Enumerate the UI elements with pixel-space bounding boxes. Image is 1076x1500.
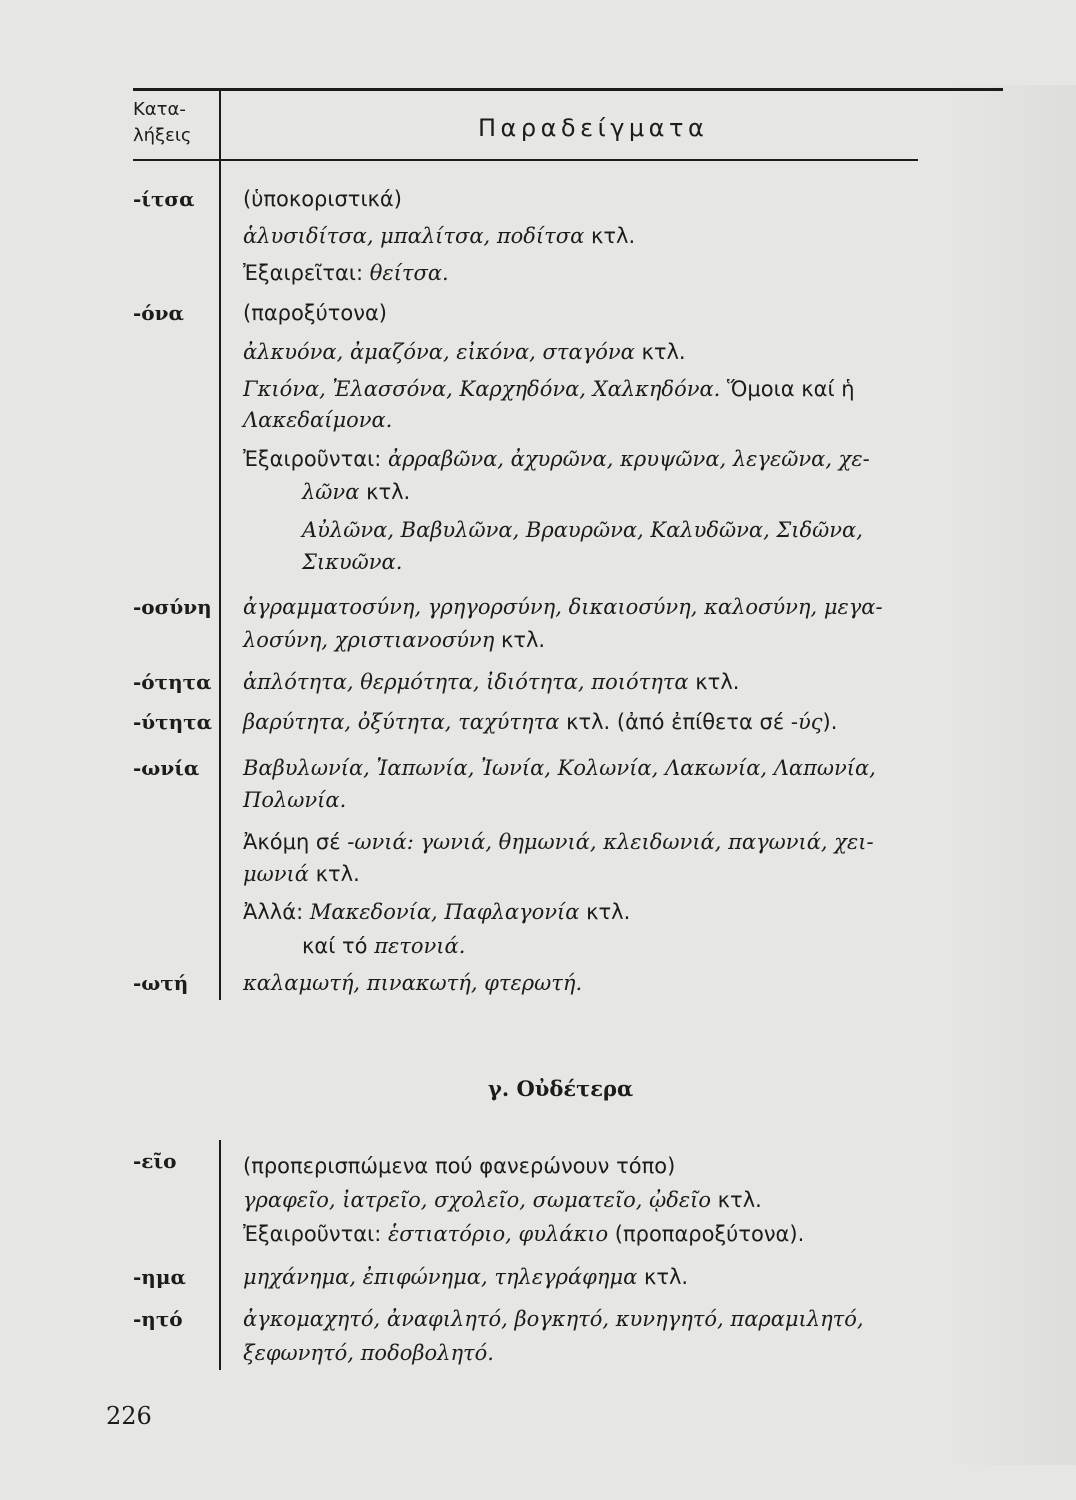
ending-ito: -ητό xyxy=(133,1307,183,1331)
osyni-examples: ἀγραμματοσύνη, γρηγορσύνη, δικαιοσύνη, καλοσύνη, μεγα- xyxy=(243,595,883,619)
osyni-examples-cont: λοσύνη, χριστιανοσύνη κτλ. xyxy=(243,628,546,652)
ona-exceptions: Ἐξαιροῦνται: ἀρραβῶνα, ἀχυρῶνα, κρυψῶνα, λεγεῶνα, χε- xyxy=(243,447,870,471)
itsa-note: (ὑποκοριστικά) xyxy=(243,187,402,211)
onia-examples: Βαβυλωνία, Ἰαπωνία, Ἰωνία, Κολωνία, Λακωνία, Λαπωνία, xyxy=(243,756,876,780)
onia-but: Ἀλλά: Μακεδονία, Παφλαγονία κτλ. xyxy=(243,900,631,924)
ona-exceptions-2: Αὐλῶνα, Βαβυλῶνα, Βραυρῶνα, Καλυδῶνα, Σιδῶνα, xyxy=(302,518,863,542)
ending-oti: -ωτή xyxy=(133,971,189,995)
onia-and: καί τό πετονιά. xyxy=(302,934,466,958)
table-header-rule xyxy=(133,159,918,161)
section-heading-neuter: γ. Οὐδέτερα xyxy=(488,1076,634,1101)
onia-also-cont: μωνιά κτλ. xyxy=(243,862,360,886)
ytita-examples: βαρύτητα, ὀξύτητα, ταχύτητα κτλ. (ἀπό ἐπίθετα σέ -ύς). xyxy=(243,710,838,734)
ending-eio: -εῖο xyxy=(133,1149,177,1173)
page-number: 226 xyxy=(106,1402,152,1430)
onia-also: Ἀκόμη σέ -ωνιά: γωνιά, θημωνιά, κλειδωνιά, παγωνιά, χει- xyxy=(243,830,874,854)
itsa-examples: ἁλυσιδίτσα, μπαλίτσα, ποδίτσα κτλ. xyxy=(243,224,636,248)
table-top-rule xyxy=(133,88,1003,91)
eio-note: (προπερισπώμενα πού φανερώνουν τόπο) xyxy=(243,1154,676,1178)
ending-osyni: -οσύνη xyxy=(133,595,212,619)
eio-examples: γραφεῖο, ἰατρεῖο, σχολεῖο, σωματεῖο, ᾠδεῖο κτλ. xyxy=(243,1188,762,1212)
endings-column-header: Κατα- λήξεις xyxy=(133,99,192,146)
ona-examples-1: ἀλκυόνα, ἀμαζόνα, εἰκόνα, σταγόνα κτλ. xyxy=(243,340,686,364)
ito-examples: ἀγκομαχητό, ἀναφιλητό, βογκητό, κυνηγητό, παραμιλητό, xyxy=(243,1307,864,1331)
ending-ima: -ημα xyxy=(133,1265,186,1289)
oti-examples: καλαμωτή, πινακωτή, φτερωτή. xyxy=(243,971,583,995)
ito-examples-cont: ξεφωνητό, ποδοβολητό. xyxy=(243,1341,494,1365)
ima-examples: μηχάνημα, ἐπιφώνημα, τηλεγράφημα κτλ. xyxy=(243,1265,689,1289)
ending-ytita: -ύτητα xyxy=(133,710,213,734)
examples-column-header: Παραδείγματα xyxy=(478,114,709,142)
ona-examples-2: Γκιόνα, Ἐλασσόνα, Καρχηδόνα, Χαλκηδόνα. Ὅμοια καί ἡ xyxy=(243,377,855,401)
ona-note: (παροξύτονα) xyxy=(243,301,387,325)
otita-examples: ἁπλότητα, θερμότητα, ἰδιότητα, ποιότητα κτλ. xyxy=(243,670,740,694)
ona-exceptions-cont: λῶνα κτλ. xyxy=(302,480,411,504)
column-divider-section2 xyxy=(219,1140,221,1370)
facing-page-bleed xyxy=(941,85,1076,1465)
onia-examples-cont: Πολωνία. xyxy=(243,788,347,812)
ona-examples-2-cont: Λακεδαίμονα. xyxy=(243,408,393,432)
column-divider xyxy=(219,90,221,1000)
eio-exceptions: Ἐξαιροῦνται: ἑστιατόριο, φυλάκιο (προπαροξύτονα). xyxy=(243,1222,805,1246)
ending-otita: -ότητα xyxy=(133,670,212,694)
ona-exceptions-2-cont: Σικυῶνα. xyxy=(302,550,403,574)
ending-ona: -όνα xyxy=(133,301,184,325)
ending-onia: -ωνία xyxy=(133,756,200,780)
ending-itsa: -ίτσα xyxy=(133,187,195,211)
itsa-exception: Ἐξαιρεῖται: θείτσα. xyxy=(243,261,449,285)
